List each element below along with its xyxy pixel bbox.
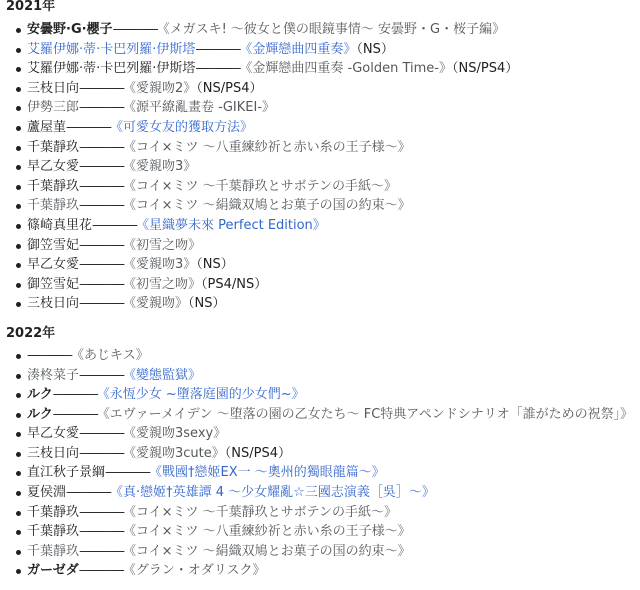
list-item [14,483,640,503]
character-name: 千葉靜玖 [27,504,80,520]
character-name: 三枝日向 [27,296,80,312]
dash-separator: ———— [79,198,124,214]
work-title[interactable]: 《真·戀姬†英雄譚 4 ～少女耀亂☆三國志演義［吳］～》 [110,485,435,501]
list-item [14,294,640,314]
list-item [14,405,640,425]
work-title: 《コイ×ミツ ～八重練紗祈と赤い糸の王子様～》 [123,139,411,155]
character-name: 早乙女愛 [27,257,80,273]
list-item [14,236,640,256]
list-item [14,444,640,464]
list-item [14,463,640,483]
character-name: 千葉靜玖 [27,198,80,214]
list-item [14,20,640,40]
work-title[interactable]: 《變態監獄》 [123,367,202,383]
work-title: 《初雪之吻》 [123,237,202,253]
character-name: 御笠雪妃 [27,237,80,253]
character-name: 千葉靜玖 [27,543,80,559]
dash-separator: ———— [79,524,124,540]
list-item [14,40,640,60]
dash-separator: ———— [79,504,124,520]
platform-label: （NS/PS4） [452,61,519,77]
character-name: 湊柊菜子 [27,367,80,383]
character-name: 三枝日向 [27,445,80,461]
dash-separator: ———— [79,257,124,273]
list-item [14,366,640,386]
dash-separator: ———— [79,237,124,253]
platform-label: （NS） [188,296,226,312]
work-title: 《エヴァーメイデン ～堕落の園の乙女たち～ FC特典アペンドシナリオ「誰がための祝祭」》 [96,406,634,422]
work-title: 《グラン・オダリスク》 [122,563,266,579]
list-item [14,255,640,275]
dash-separator: ———— [112,22,157,37]
dash-separator: ———— [27,347,71,363]
character-name: ルク [27,406,53,422]
character-name: ルク [27,387,53,403]
work-title: 《愛親吻3cute》 [123,445,225,461]
list-item [14,503,640,523]
character-name: 早乙女愛 [27,426,80,442]
character-name: 千葉靜玖 [27,139,80,155]
character-name: 千葉靜玖 [27,178,80,194]
work-title: 《愛親吻》 [123,296,189,312]
dash-separator: ———— [79,367,124,383]
list-item [14,157,640,177]
dash-separator: ———— [79,543,124,559]
work-title: 《金輝戀曲四重奏 -Golden Time-》 [239,61,452,77]
dash-separator: ———— [79,276,124,292]
platform-label: （NS/PS4） [224,445,292,461]
platform-label: （NS） [196,257,234,273]
dash-separator: ———— [79,178,124,194]
list-item [14,424,640,444]
character-name: 早乙女愛 [27,159,80,175]
work-title: 《コイ×ミツ ～千葉靜玖とサボテンの手紙～》 [123,504,398,520]
work-title: 《愛親吻3sexy》 [123,426,227,442]
character-name: 夏侯淵 [27,485,67,501]
dash-separator: ———— [78,563,123,579]
dash-separator: ———— [79,296,124,312]
work-title[interactable]: 《金輝戀曲四重奏》 [239,41,357,57]
character-name[interactable]: 艾羅伊娜·蒂·卡巴列羅·伊斯塔 [27,41,196,57]
work-title: 《コイ×ミツ ～八重練紗祈と赤い糸の王子様～》 [123,524,411,540]
work-title[interactable]: 《永恆少女 ~墮落庭園的少女們~》 [96,387,305,403]
list-item [14,385,640,405]
work-title[interactable]: 《可愛女友的獲取方法》 [110,119,254,135]
work-title: 《愛親吻3》 [123,257,197,273]
year-section-2021 [6,0,640,314]
dash-separator: ———— [79,426,124,442]
character-name: ガーゼダ [27,563,79,579]
list-item [14,522,640,542]
list-item [14,275,640,295]
list-item [14,59,640,79]
character-name: 蘆屋菫 [27,119,67,135]
works-list [6,346,640,581]
work-title[interactable]: 《星織夢未來 Perfect Edition》 [136,217,326,233]
character-name: 三枝日向 [27,80,80,96]
list-item [14,118,640,138]
list-item [14,561,640,581]
character-name: 御笠雪妃 [27,276,80,292]
work-title: 《あじキス》 [71,347,149,363]
list-item [14,98,640,118]
platform-label: （PS4/NS） [201,276,268,292]
work-title: 《初雪之吻》 [123,276,202,292]
list-item [14,177,640,197]
works-list [6,20,640,314]
work-title: 《愛親吻2》 [123,80,197,96]
year-heading: 2022年 [6,325,56,341]
year-heading: 2021年 [6,0,56,14]
dash-separator: ———— [52,387,97,403]
list-item [14,346,640,366]
year-section-2022 [6,322,640,581]
list-item [14,79,640,99]
work-title: 《メガスキ! ～彼女と僕の眼鏡事情～ 安曇野・G・桜子編》 [156,22,506,37]
work-title: 《コイ×ミツ ～絹織双鳩とお菓子の国の約束～》 [123,198,411,214]
dash-separator: ———— [195,41,240,57]
work-title: 《愛親吻3》 [123,159,197,175]
list-item [14,216,640,236]
character-name: 艾羅伊娜·蒂·卡巴列羅·伊斯塔 [27,61,196,77]
list-item [14,542,640,562]
work-title: 《コイ×ミツ ～千葉靜玖とサボテンの手紙～》 [123,178,398,194]
dash-separator: ———— [79,445,124,461]
dash-separator: ———— [195,61,240,77]
dash-separator: ———— [79,80,124,96]
work-title: 《コイ×ミツ ～絹織双鳩とお菓子の国の約束～》 [123,543,411,559]
character-name: 安曇野·G·櫻子 [27,22,113,37]
list-item [14,196,640,216]
character-name: 伊勢三郎 [27,100,80,116]
character-name: 千葉靜玖 [27,524,80,540]
dash-separator: ———— [105,465,150,481]
dash-separator: ———— [66,119,111,135]
list-item [14,138,640,158]
character-name: 直江秋子景綱 [27,465,106,481]
work-title[interactable]: 《戰國†戀姬EX一 ～奧州的獨眼龍篇～》 [149,465,385,481]
dash-separator: ———— [66,485,111,501]
dash-separator: ———— [92,217,137,233]
platform-label: （NS） [356,41,394,57]
platform-label: （NS/PS4） [196,80,263,96]
dash-separator: ———— [52,406,97,422]
dash-separator: ———— [79,159,124,175]
dash-separator: ———— [79,139,124,155]
dash-separator: ———— [79,100,124,116]
work-title: 《源平繚亂畫卷 -GIKEI-》 [123,100,276,116]
character-name: 篠崎真里花 [27,217,93,233]
